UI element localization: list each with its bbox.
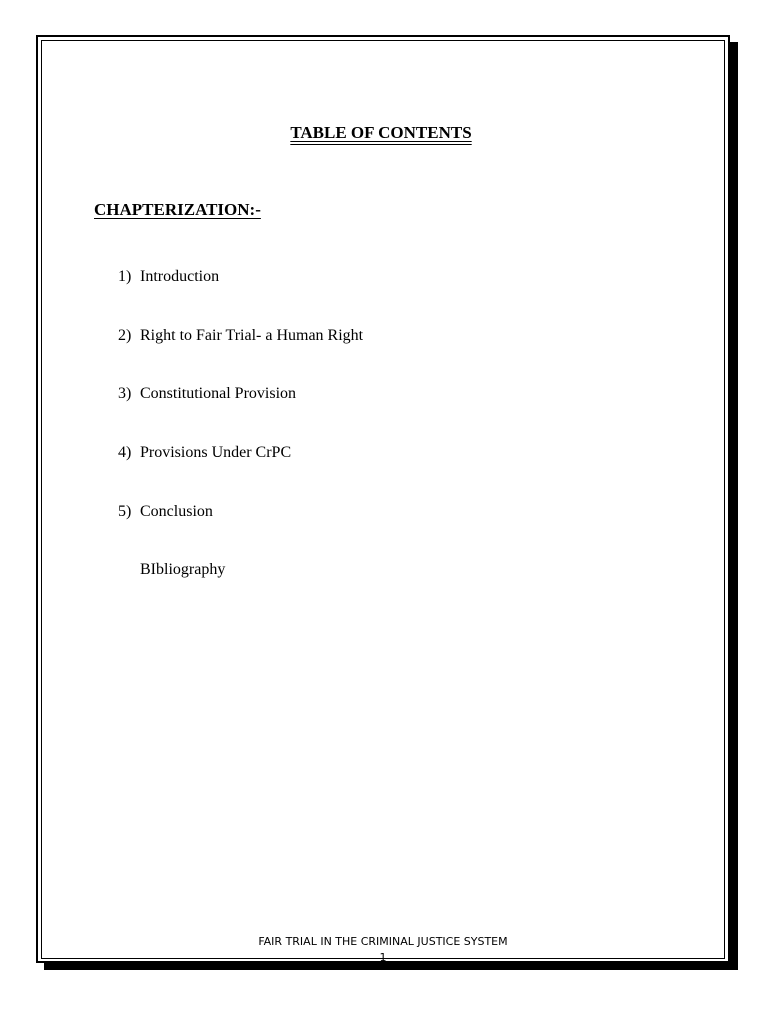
- page-content-frame: [41, 40, 725, 964]
- section-heading: CHAPTERIZATION:-: [94, 200, 261, 219]
- toc-item: [118, 502, 363, 561]
- toc-item-label: Provisions Under CrPC: [140, 444, 292, 462]
- toc-item: [118, 326, 363, 385]
- toc-item: [118, 267, 363, 326]
- toc-item: [118, 560, 363, 619]
- toc-item-label: Constitutional Provision: [140, 385, 297, 403]
- toc-item-label: Conclusion: [140, 502, 213, 520]
- table-of-contents-list: [118, 267, 363, 619]
- toc-item: [118, 384, 363, 443]
- footer-text: FAIR TRIAL IN THE CRIMINAL JUSTICE SYSTEM: [258, 935, 508, 948]
- toc-item-label: BIbliography: [140, 561, 226, 579]
- toc-item: [118, 443, 363, 502]
- document-title: TABLE OF CONTENTS: [290, 123, 472, 142]
- toc-item-number: 1): [118, 268, 132, 285]
- toc-item-number: 2): [118, 326, 132, 344]
- toc-item-number: 4): [118, 444, 132, 462]
- toc-item-label: Introduction: [140, 268, 220, 285]
- toc-item-number: 5): [118, 502, 132, 520]
- page-number: 1: [379, 951, 387, 964]
- page-footer: [42, 934, 724, 966]
- toc-item-label: Right to Fair Trial- a Human Right: [140, 326, 364, 344]
- toc-item-number: [118, 560, 140, 619]
- toc-item-number: 3): [118, 385, 132, 403]
